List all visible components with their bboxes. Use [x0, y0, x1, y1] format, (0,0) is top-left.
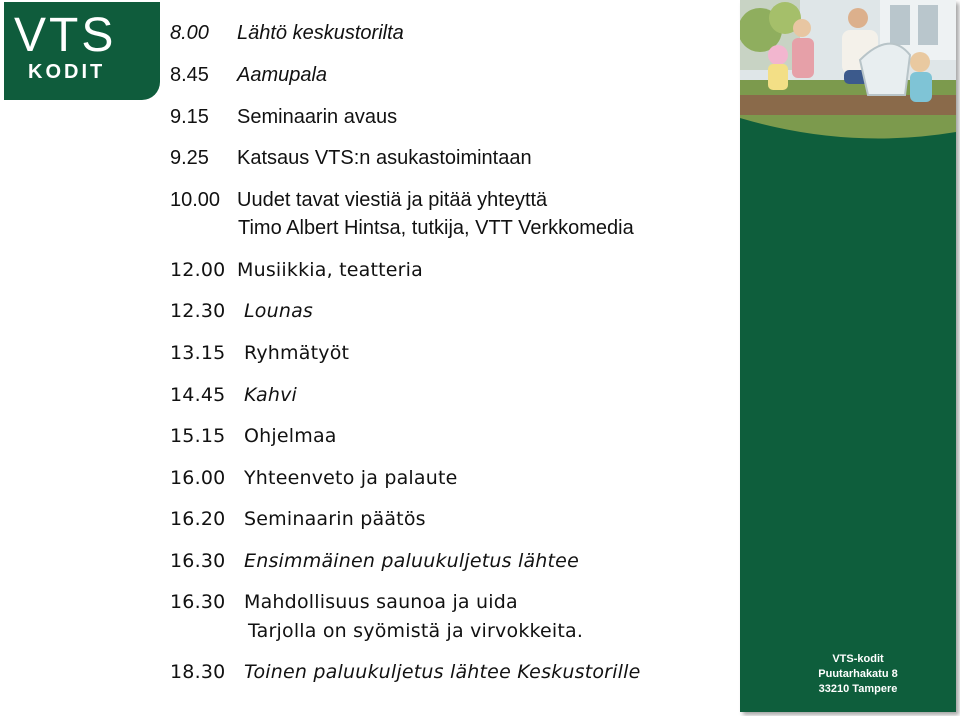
- schedule-activity: Ensimmäinen paluukuljetus lähtee: [244, 550, 579, 572]
- schedule-time: 14.45: [170, 384, 226, 406]
- side-panel: [740, 0, 956, 712]
- address-name: VTS-kodit: [832, 653, 884, 665]
- address-block: [740, 652, 956, 697]
- schedule-activity: Lähtö keskustorilta: [237, 22, 404, 44]
- schedule-activity: Seminaarin avaus: [237, 106, 398, 128]
- vts-kodit-logo: [4, 2, 160, 100]
- schedule-activity: Uudet tavat viestiä ja pitää yhteyttä: [237, 189, 548, 211]
- schedule-time: 16.20: [170, 508, 226, 530]
- schedule-time: 12.00: [170, 259, 226, 281]
- schedule-time: 15.15: [170, 425, 226, 447]
- schedule-activity: Mahdollisuus saunoa ja uida: [244, 591, 518, 613]
- schedule-activity: Seminaarin päätös: [244, 508, 426, 530]
- schedule-time: 8.00: [170, 22, 209, 44]
- schedule-activity: Ohjelmaa: [244, 425, 337, 447]
- schedule-activity: Ryhmätyöt: [244, 342, 350, 364]
- schedule-time: 9.25: [170, 147, 209, 169]
- logo-main-text: VTS: [14, 9, 117, 62]
- schedule-time: 10.00: [170, 189, 221, 211]
- address-street: Puutarhakatu 8: [818, 668, 898, 680]
- schedule-time: 9.15: [170, 106, 209, 128]
- schedule-time: 16.30: [170, 591, 226, 613]
- family-photo: [740, 0, 956, 150]
- schedule-time: 12.30: [170, 300, 226, 322]
- address-city: 33210 Tampere: [818, 683, 898, 695]
- schedule-activity: Lounas: [244, 300, 314, 322]
- schedule-activity: Kahvi: [244, 384, 297, 406]
- schedule-time: 16.00: [170, 467, 226, 489]
- schedule-activity: Yhteenveto ja palaute: [244, 467, 458, 489]
- schedule-time: 18.30: [170, 661, 226, 683]
- schedule-activity: Aamupala: [237, 64, 328, 86]
- schedule-detail: Timo Albert Hintsa, tutkija, VTT Verkkomedia: [238, 217, 634, 239]
- schedule-time: 8.45: [170, 64, 209, 86]
- schedule-activity: Toinen paluukuljetus lähtee Keskustorille: [244, 661, 641, 683]
- logo-sub-text: KODIT: [28, 61, 106, 83]
- schedule-time: 16.30: [170, 550, 226, 572]
- schedule-time: 13.15: [170, 342, 226, 364]
- schedule-activity: Katsaus VTS:n asukastoimintaan: [237, 147, 532, 169]
- schedule-activity: Musiikkia, teatteria: [237, 259, 424, 281]
- schedule-detail: Tarjolla on syömistä ja virvokkeita.: [248, 620, 584, 642]
